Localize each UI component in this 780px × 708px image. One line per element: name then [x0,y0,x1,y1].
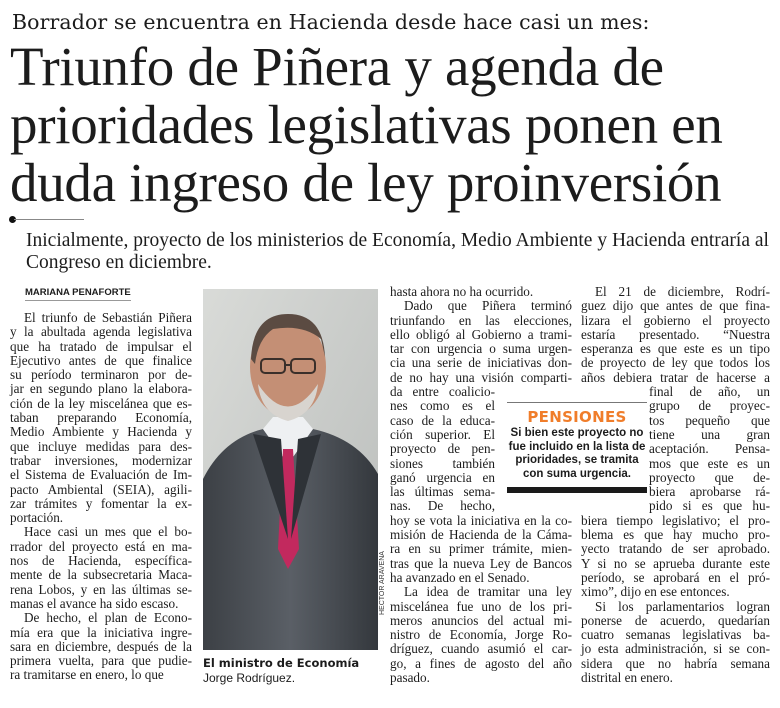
byline: MARIANA PENAFORTE [25,287,131,301]
body-text-line: ción superior. El [390,426,495,442]
body-text-line: ha avanzado en el Senado. [390,569,530,585]
body-text-line: nas. De hecho, [390,498,495,514]
pull-quote-box [507,402,647,493]
body-text-line: tiene una gran [649,426,770,442]
headline-line: prioridades legislativas ponen en [10,94,723,155]
body-text-line: pido si es que hu- [649,498,770,514]
body-column-1 [10,311,192,683]
body-text-line: El 21 de diciembre, Rodrí- [595,284,770,299]
body-text-line: rena Lobos, y en las últimas se- [10,581,192,597]
body-text-line: y la abultada agenda legislativa [10,324,192,340]
body-text-line: las últimas sema- [390,484,495,500]
photo-credit: HECTOR ARAVENA [379,551,386,615]
body-text-line: jo esta administración, si se con- [581,641,770,657]
body-text-line: La idea de tramitar una ley [404,584,572,600]
body-text-line: sidera que no habría semana [581,655,770,671]
body-text-line: pacto Ambiental (SEIA), agili- [10,481,192,497]
box-bottom-bar [507,487,647,493]
box-text: Si bien este proyecto no fue incluido en la lista de prioridades, se tramita con suma urgencia. [508,427,646,480]
body-text-line: Y si no se aprueba durante este [581,555,770,571]
body-text-line: ra en su primer trámite, mien- [390,541,572,557]
body-text-line: pasado. [390,670,430,686]
body-text-line: que incluye medidas para des- [10,438,192,454]
body-text-line: Hace casi un mes que el bo- [24,524,192,540]
body-text-line: ra tramitarse en enero, lo que [10,667,164,683]
caption-bold: El ministro de Economía [203,656,360,670]
box-top-rule [507,402,647,403]
body-text-line: el Sistema de Evaluación de Im- [10,467,192,483]
body-text-line: que ha tratado de impulsar el [10,338,192,354]
body-text-line: ello obligó al Gobierno a trami- [390,326,572,342]
body-text-line: aceptación. Pensa- [649,441,770,457]
body-text-line: mos que este es un [649,455,770,471]
body-text-line: Medio Ambiente y Hacienda y [10,424,192,440]
body-text-line: final de año, un [649,384,770,400]
headline [10,38,780,212]
body-text-line: siones también [390,455,495,471]
body-text-line: caso de la educa- [390,412,495,428]
body-text-line: primera vuelta, para que pudie- [10,653,192,669]
box-heading: PENSIONES [527,408,627,426]
body-text-line: jar en segundo plano la elabora- [10,381,192,397]
body-text-line: grupo de proyec- [649,398,770,414]
body-text-line: tos pequeño que [649,412,770,428]
headline-line: Triunfo de Piñera y agenda de [10,36,664,97]
body-text-line: proyecto de pen- [390,441,495,457]
photo-caption [203,656,383,686]
body-text-line: ponerse de acuerdo, quedarían [581,612,770,628]
body-text-line: misión de Hacienda de la Cáma- [390,527,572,543]
caption-text: Jorge Rodríguez. [203,671,296,685]
body-text-line: nos de Hacienda, específica- [10,553,192,569]
dek: Inicialmente, proyecto de los ministerios de Economía, Medio Ambiente y Hacienda entraría al Congreso en diciembre. [26,230,769,273]
body-text-line: El triunfo de Sebastián Piñera [24,310,192,325]
body-text-line: lizara el gobierno el proyecto [581,312,770,328]
body-text-line: proyecto que de- [649,469,770,485]
body-text-line: Dado que Piñera terminó [404,298,572,314]
body-text-line: su período terminaron por de- [10,367,192,383]
body-text-line: esperanza es que este es un tipo [581,341,770,357]
body-text-line: de no hay una visión comparti- [390,369,572,385]
body-text-line: triunfando en las elecciones, [390,312,572,328]
body-text-line: De hecho, el plan de Econo- [24,610,192,626]
body-text-line: sara en diciembre, después de la [10,638,192,654]
body-text-line: de proyecto de ley que todos los [581,355,770,371]
body-text-line: dríguez, cuando asumió el car- [390,641,572,657]
body-text-line: taban preparando Economía, [10,410,192,426]
body-text-line: rrador del proyecto está en ma- [10,538,192,554]
body-text-line: portación. [10,510,64,526]
body-text-line: tras que la nueva Ley de Bancos [390,555,572,571]
divider [14,219,84,220]
body-text-line: manas el avance ha sido escaso. [10,595,179,611]
body-text-line: distrital en enero. [581,670,673,686]
kicker: Borrador se encuentra en Hacienda desde hace casi un mes: [12,10,650,34]
body-text-line: mía era que la iniciativa ingre- [10,624,192,640]
body-text-line: miscelánea fue uno de los pri- [390,598,572,614]
headline-line: duda ingreso de ley proinversión [10,152,722,213]
body-text-line: biera aprobarse rá- [649,484,770,500]
body-text-line: da entre coalicio- [390,384,495,400]
portrait-photo [203,289,378,650]
body-text-line: hasta ahora no ha ocurrido. [390,284,534,299]
body-text-line: nes como es el [390,398,495,414]
body-text-line: ximo”, dijo en ese entonces. [581,584,730,600]
body-text-line: nistro de Economía, Jorge Ro- [390,627,572,643]
body-text-line: Si los parlamentarios logran [595,598,770,614]
body-text-line: blema es que hay mucho pro- [581,527,770,543]
body-text-line: años debiera tratar de hacerse a [581,369,770,385]
body-text-line: meros anuncios del actual mi- [390,612,572,628]
body-text-line: yecto tratando de ser aprobado. [581,541,770,557]
body-text-line: guez dijo que antes de que fina- [581,298,770,314]
body-text-line: trabar inversiones, modernizar [10,452,192,468]
body-text-line: go, a fines de agosto del año [390,655,572,671]
body-text-line: hoy se vota la iniciativa en la co- [390,512,572,528]
body-text-line: zar trámites y fomentar la ex- [10,495,192,511]
body-text-line: Ejecutivo antes de que finalice [10,352,192,368]
body-text-line: biera tiempo legislativo; el pro- [581,512,770,528]
body-text-line: mente de la subsecretaria Maca- [10,567,192,583]
body-text-line: estaría presentado. “Nuestra [581,326,770,342]
body-text-line: cuatro semanas legislativas ba- [581,627,770,643]
body-text-line: tar con urgencia o suma urgen- [390,341,572,357]
body-text-line: ganó urgencia en [390,469,495,485]
body-text-line: período, se aprobará en el pró- [581,569,770,585]
body-text-line: ción de la ley miscelánea que es- [10,395,192,411]
body-text-line: cia una serie de iniciativas don- [390,355,572,371]
